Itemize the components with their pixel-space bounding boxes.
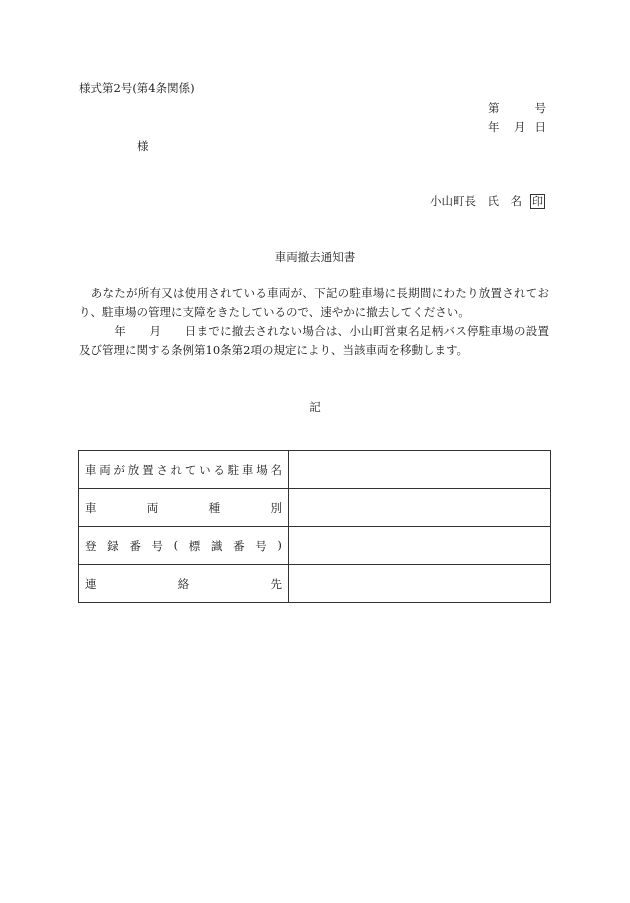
row-label	[79, 527, 289, 565]
form-number: 様式第2号(第4条関係)	[79, 81, 195, 95]
date-day: 日	[534, 120, 546, 134]
table-row	[79, 527, 551, 565]
addressee: 様	[137, 139, 149, 153]
row-value	[289, 527, 551, 565]
seal-mark: 印	[532, 195, 543, 208]
row-label-text: 車 両 が 放 置 さ れ て い る 駐 車 場 名	[85, 462, 282, 477]
document-title: 車両撤去通知書	[274, 250, 356, 264]
number-suffix: 号	[534, 101, 546, 115]
row-label	[79, 451, 289, 489]
row-value	[289, 451, 551, 489]
date-year: 年	[488, 120, 500, 134]
body-paragraph-2: 年 月 日までに撤去されない場合は、小山町営東名足柄バス停駐車場の設置及び管理に関する条例第10条第2項の規定により、当該車両を移動します。	[79, 324, 549, 357]
table-row	[79, 565, 551, 603]
date-month: 月	[514, 120, 526, 134]
sender	[430, 193, 545, 209]
sender-label: 小山町長 氏 名	[430, 194, 522, 208]
row-label-text: 登 録 番 号 ( 標 識 番 号 )	[85, 537, 282, 553]
row-value	[289, 565, 551, 603]
info-table	[78, 450, 551, 603]
row-label	[79, 489, 289, 527]
number-prefix: 第	[488, 101, 500, 115]
row-label-text: 車 両 種 別	[85, 500, 282, 515]
row-label-text: 連 絡 先	[85, 576, 282, 591]
row-label	[79, 565, 289, 603]
body-text	[79, 284, 549, 360]
table-row	[79, 451, 551, 489]
ki-heading: 記	[309, 400, 321, 414]
body-paragraph-1: あなたが所有又は使用されている車両が、下記の駐車場に長期間にわたり放置されており、駐車場の管理に支障をきたしているので、速やかに撤去してください。	[79, 286, 549, 319]
row-value	[289, 489, 551, 527]
table-row	[79, 489, 551, 527]
